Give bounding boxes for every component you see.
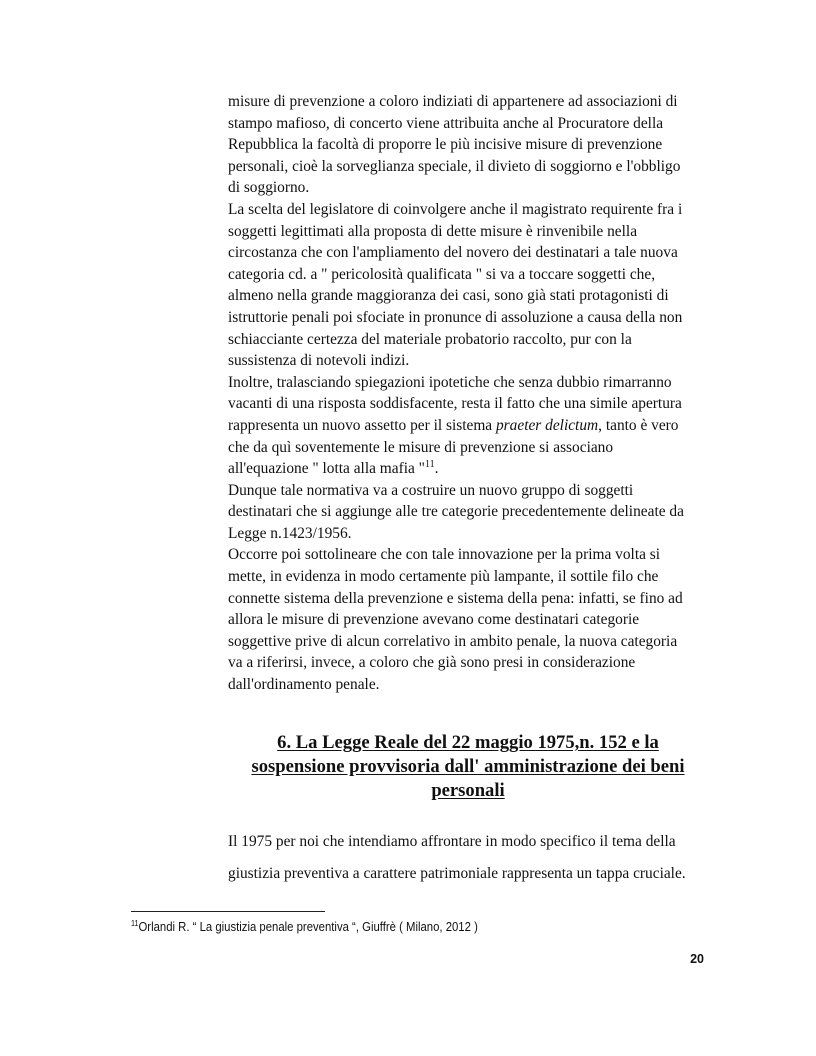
body-line-25: allora le misure di prevenzione avevano come destinatari categorie: [228, 611, 640, 629]
body-line-3: Repubblica la facoltà di proporre le più incisive misure di prevenzione: [228, 136, 663, 154]
footnote-number: 11: [131, 918, 139, 928]
body-line-16-start: rappresenta un nuovo assetto per il sistema: [228, 416, 496, 434]
body-line-22: Occorre poi sottolineare che con tale innovazione per la prima volta si: [228, 546, 661, 564]
body-line-18-end: .: [434, 460, 439, 478]
body-text: [228, 91, 708, 696]
heading-line-3-text: personali: [431, 780, 505, 801]
body-line-12: schiacciante certezza del materiale probatorio raccolto, pur con la: [228, 330, 632, 348]
heading-line-3: [228, 779, 708, 803]
footnote-reference[interactable]: 11: [424, 458, 435, 470]
heading-line-1: [228, 731, 708, 755]
body-line-28: dall'ordinamento penale.: [228, 676, 380, 694]
body-line-19: Dunque tale normativa va a costruire un nuovo gruppo di soggetti: [228, 481, 634, 499]
footnote-separator: [131, 911, 325, 912]
body-line-16-end: , tanto è vero: [598, 416, 679, 434]
italic-term-praeter-delictum: praeter delictum: [495, 416, 599, 434]
body-line-15: vacanti di una risposta soddisfacente, resta il fatto che una simile apertura: [228, 395, 682, 413]
body-line-1: misure di prevenzione a coloro indiziati di appartenere ad associazioni di: [228, 93, 678, 110]
body-line-24: connette sistema della prevenzione e sistema della pena: infatti, se fino ad: [228, 589, 683, 607]
body-line-23: mette, in evidenza in modo certamente più lampante, il sottile filo che: [228, 568, 659, 586]
body-line-11: istruttorie penali poi sfociate in pronunce di assoluzione a causa della non: [228, 308, 683, 326]
body-line-7: soggetti legittimati alla proposta di dette misure è rinvenibile nella: [228, 222, 638, 240]
body-line-9: categoria cd. a " pericolosità qualificata " si va a toccare soggetti che,: [228, 265, 656, 283]
body-line-17: che da quì soventemente le misure di prevenzione si associano: [228, 438, 614, 456]
section-heading: [228, 731, 708, 803]
section-line-1: Il 1975 per noi che intendiamo affrontare in modo specifico il tema della: [228, 833, 676, 850]
body-line-2: stampo mafioso, di concerto viene attribuita anche al Procuratore della: [228, 114, 664, 132]
body-line-8: circostanza che con l'ampliamento del novero dei destinatari a tale nuova: [228, 244, 678, 262]
body-line-26: soggettive prive di alcun correlativo in ambito penale, la nuova categoria: [228, 632, 678, 650]
heading-line-2: [228, 755, 708, 779]
heading-line-2-text: sospensione provvisoria dall' amministrazione dei beni: [251, 756, 685, 777]
footnote: [131, 918, 635, 936]
body-line-13: sussistenza di notevoli indizi.: [228, 352, 410, 370]
body-line-5: di soggiorno.: [228, 179, 310, 197]
body-line-10: almeno nella grande maggioranza dei casi, sono già stati protagonisti di: [228, 287, 669, 305]
body-line-18: [228, 458, 708, 480]
page-number: 20: [690, 952, 704, 966]
body-line-4: personali, cioè la sorveglianza speciale, il divieto di soggiorno e l'obbligo: [228, 157, 681, 175]
section-paragraph: [228, 826, 708, 890]
section-line-2: giustizia preventiva a carattere patrimoniale rappresenta un tappa cruciale.: [228, 865, 686, 882]
body-line-6: La scelta del legislatore di coinvolgere anche il magistrato requirente fra i: [228, 200, 683, 218]
footnote-text: Orlandi R. “ La giustizia penale preventiva “, Giuffrè ( Milano, 2012 ): [138, 920, 478, 934]
body-line-20: destinatari che si aggiunge alle tre categorie precedentemente delineate da: [228, 503, 684, 521]
body-line-21: Legge n.1423/1956.: [228, 524, 352, 542]
body-line-27: va a riferirsi, invece, a coloro che già sono presi in considerazione: [228, 654, 636, 672]
body-line-16: [228, 415, 708, 437]
body-line-14: Inoltre, tralasciando spiegazioni ipotetiche che senza dubbio rimarranno: [228, 373, 672, 391]
body-line-18-text: all'equazione " lotta alla mafia ": [228, 460, 425, 478]
heading-line-1-text: 6. La Legge Reale del 22 maggio 1975,n. 152 e la: [277, 732, 659, 753]
